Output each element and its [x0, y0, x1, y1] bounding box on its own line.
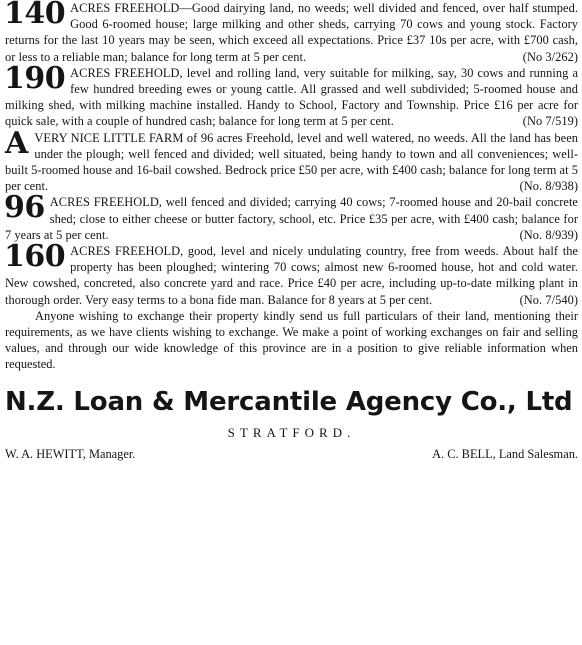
exchange-notice: Anyone wishing to exchange their property kindly send us full particulars of their land, mentioning their requirements, as we have clients wishing to exchange. We make a point of working exchanges on fair and selling values, and through our wide knowledge of this province are in a position to give reliable information when requested. — [5, 308, 578, 372]
listing-text: VERY NICE LITTLE FARM of 96 acres Freehold, level and well watered, no weeds. All the land has been under the plough; well fenced and divided; well situated, being handy to town and all conveniences; well-built 5-roomed house and 16-bail cowshed. Bedrock price £50 per acre, with £400 cash; balance for long term at 5 per cent. — [5, 130, 578, 194]
listing-reference: (No. 7/540) — [519, 292, 578, 307]
listing-number: 140 — [4, 0, 66, 31]
listing-number: 190 — [4, 60, 66, 96]
listing-number: A — [5, 125, 29, 161]
listing-140-acres — [5, 0, 578, 65]
listing-number: 96 — [4, 190, 45, 226]
listing-text: ACRES FREEHOLD, level and rolling land, very suitable for milking, say, 30 cows and running a few hundred breeding ewes or young cattle. All grassed and well subdivided; 5-roomed house and milking shed, with milking machine installed. Handy to School, Factory and Township. Price £16 per acre for quick sale, with a couple of hundred cash; balance for long term at 5 per cent. — [5, 65, 578, 129]
salesman-name: A. C. BELL, Land Salesman. — [432, 446, 578, 461]
advertisement — [5, 0, 578, 645]
listing-160-acres — [4, 239, 578, 308]
listing-text: ACRES FREEHOLD, good, level and nicely undulating country, free from weeds. About half the property has been ploughed; wintering 70 cows; almost new 6-roomed house, hot and cold water. New cowshed, concreted, also concrete yard and race. Price £40 per acre, including up-to-date milking plant in thorough order. Very easy terms to a bona fide man. Balance for 8 years at 5 per cent. — [5, 244, 578, 307]
company-name: N.Z. Loan & Mercantile Agency Co., Ltd — [5, 386, 573, 417]
listing-reference: (No 7/519) — [522, 114, 578, 129]
staff-line — [5, 447, 578, 462]
listing-text: ACRES FREEHOLD—Good dairying land, no weeds; well divided and fenced, over half stumped. Good 6-roomed house; large milking and other sheds, carrying 70 cows and young stock. Factory returns for the last 10 years may be seen, which exceed all expectations. Price £37 10s per acre, with £700 cash, or less to a reliable man; balance for long term at 5 per cent. — [5, 1, 578, 64]
listing-little-farm — [5, 125, 578, 195]
listing-190-acres — [4, 60, 578, 130]
listing-number: 160 — [4, 239, 66, 275]
listing-96-acres — [4, 190, 578, 243]
listing-text: ACRES FREEHOLD, well fenced and divided; carrying 40 cows; 7-roomed house and 20-bail concrete shed; close to either cheese or butter factory, school, etc. Price £35 per acre, with £400 cash; balance for 7 years at 5 per cent. — [5, 195, 578, 242]
listing-reference: (No. 8/939) — [519, 227, 578, 242]
listing-reference: (No. 8/938) — [519, 179, 578, 194]
town-name: STRATFORD. — [227, 424, 356, 440]
listing-reference: (No 3/262) — [522, 49, 578, 64]
manager-name: W. A. HEWITT, Manager. — [5, 446, 136, 461]
